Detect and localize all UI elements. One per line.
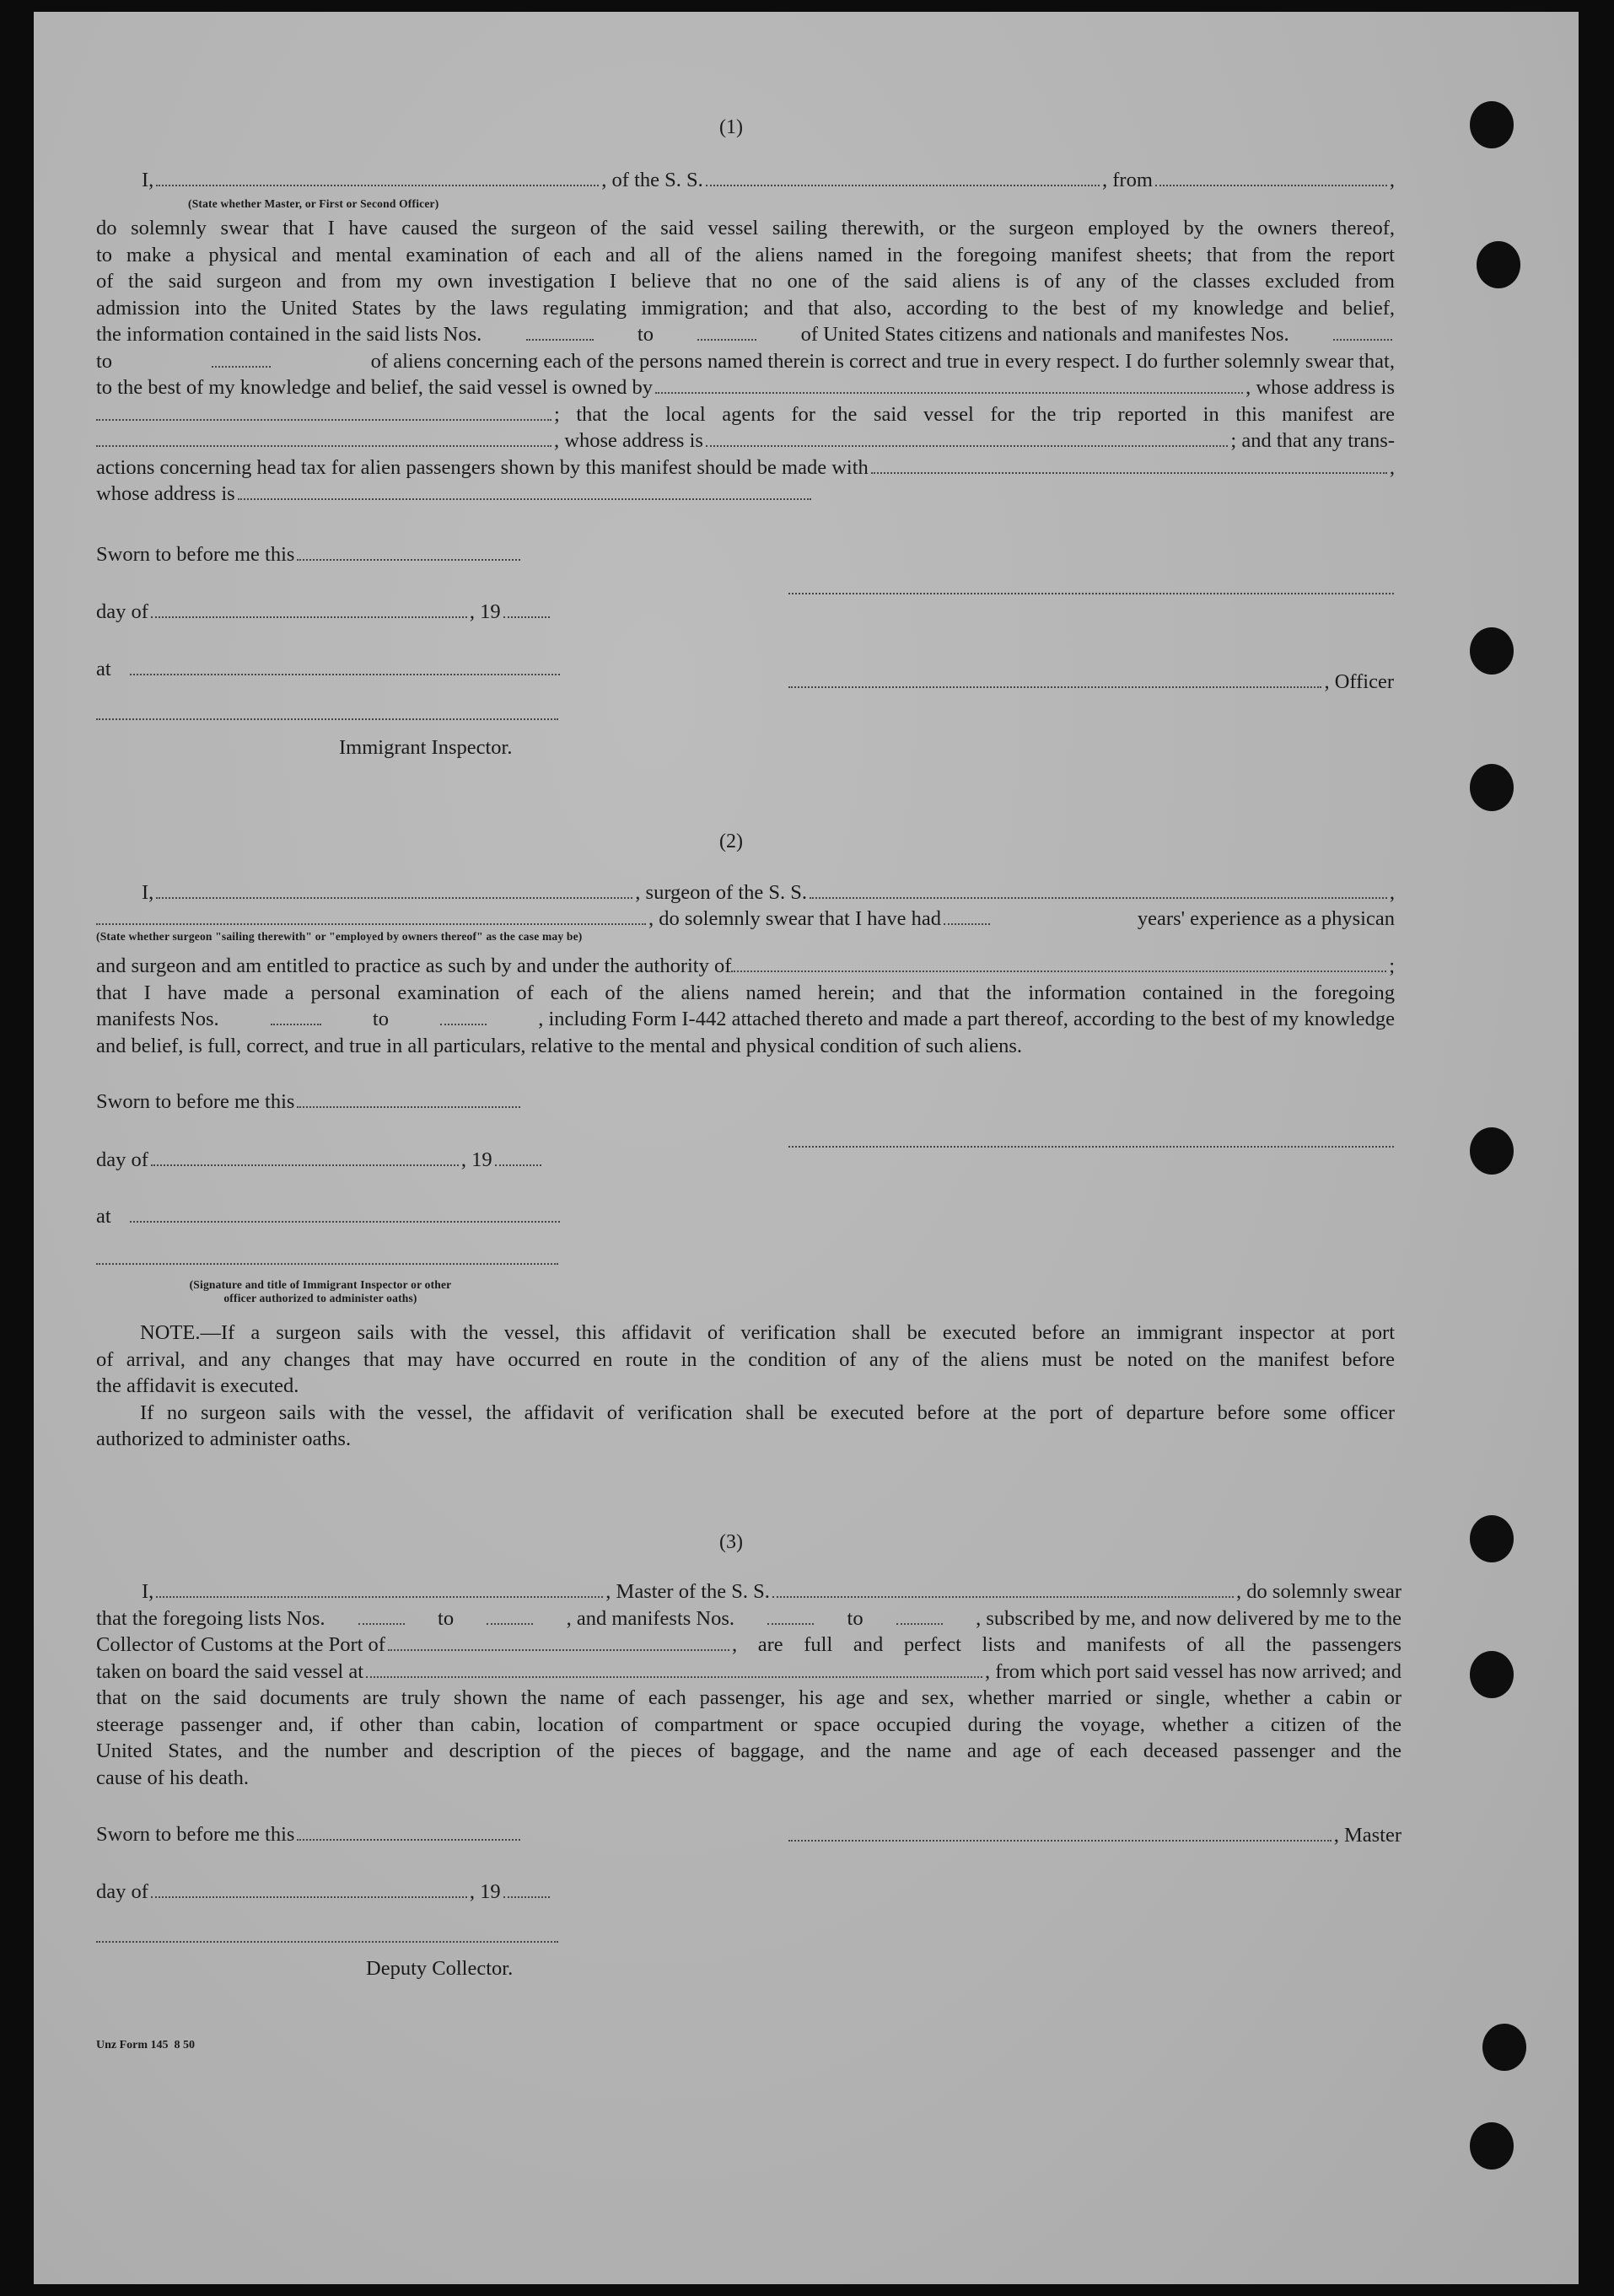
place-field[interactable]	[130, 1209, 560, 1223]
section-3-body	[96, 1578, 1401, 1791]
section-2-line-2: , do solemnly swear that I have had years' experience as a physican	[96, 906, 1395, 933]
binder-hole	[1470, 1651, 1514, 1698]
surgeon-type-field[interactable]	[96, 911, 646, 925]
officer-line: , Officer	[788, 669, 1394, 696]
year-field[interactable]	[503, 605, 550, 618]
body-line: that I have made a personal examination of each of the aliens named herein; and that the information contained in the foregoing	[96, 981, 1395, 1004]
body-line: cause of his death.	[96, 1766, 249, 1789]
body-line: , whose address is ; and that any trans-	[96, 427, 1395, 454]
manifests-to-field[interactable]	[212, 354, 271, 368]
sworn-day-field[interactable]	[297, 547, 520, 561]
manifests-to-field[interactable]	[896, 1611, 943, 1625]
binder-hole	[1470, 1515, 1514, 1562]
surgeon-signature-line[interactable]	[788, 1146, 1394, 1148]
body-line: ; that the local agents for the said vessel for the trip reported in this manifest are	[96, 401, 1395, 428]
note-line: authorized to administer oaths.	[96, 1428, 352, 1450]
inspector-signature-line[interactable]	[96, 718, 558, 720]
body-line: actions concerning head tax for alien passengers shown by this manifest should be made with ,	[96, 455, 1395, 479]
body-line: that the foregoing lists Nos. to , and manifests Nos. to , subscribed by me, and now delivered by me to the	[96, 1606, 1401, 1630]
surgeon-manifest-from-field[interactable]	[271, 1012, 321, 1025]
port-field[interactable]	[388, 1637, 729, 1651]
section-2-body	[96, 953, 1395, 1059]
day-of-line: day of , 19	[96, 1879, 552, 1906]
binder-hole	[1477, 241, 1520, 288]
officer-note: (State whether Master, or First or Second Officer)	[188, 197, 439, 210]
body-line: and surgeon and am entitled to practice as such by and under the authority of ;	[96, 954, 1395, 977]
body-line: I, , Master of the S. S. , do solemnly swear	[142, 1580, 1401, 1603]
signature-note: (Signature and title of Immigrant Inspector or other officer authorized to administer oaths)	[189, 1278, 452, 1304]
surgeon-manifest-to-field[interactable]	[440, 1012, 487, 1025]
month-field[interactable]	[151, 1153, 459, 1166]
body-line: the information contained in the said lists Nos. to of United States citizens and nationals and manifestes Nos.	[96, 321, 1395, 348]
inspector-signature-line[interactable]	[96, 1263, 558, 1265]
binder-hole	[1470, 2122, 1514, 2170]
note-paragraph	[96, 1320, 1395, 1453]
lists-to-field[interactable]	[487, 1611, 533, 1625]
boarding-port-field[interactable]	[366, 1664, 982, 1678]
surgeon-name-field[interactable]	[156, 885, 632, 899]
body-line: admission into the United States by the laws regulating immigration; and that also, according to the best of my knowledge and belief,	[96, 296, 1395, 320]
body-line: of the said surgeon and from my own investigation I believe that no one of the said aliens is of any of the classes excluded from	[96, 270, 1395, 293]
sworn-line: Sworn to before me this	[96, 1089, 523, 1116]
body-line: steerage passenger and, if other than cabin, location of compartment or space occupied during the voyage, whether a citizen of the	[96, 1713, 1401, 1736]
at-line: at	[96, 656, 562, 683]
section-2-line-1: I, , surgeon of the S. S. ,	[142, 881, 1395, 904]
binder-hole	[1470, 101, 1514, 148]
name-field[interactable]	[156, 173, 599, 186]
surgeon-vessel-field[interactable]	[810, 885, 1387, 899]
binder-hole	[1470, 764, 1514, 811]
body-line: to of aliens concerning each of the persons named therein is correct and true in every respect. I do further solemnly swear that,	[96, 349, 1395, 373]
body-line: taken on board the said vessel at , from which port said vessel has now arrived; and	[96, 1659, 1401, 1683]
month-field[interactable]	[151, 605, 467, 618]
lists-from-field[interactable]	[358, 1611, 405, 1625]
sworn-line: Sworn to before me this	[96, 541, 523, 568]
section-1-body	[96, 215, 1395, 508]
lists-from-field[interactable]	[526, 327, 594, 341]
note-line: NOTE.—If a surgeon sails with the vessel, this affidavit of verification shall be executed before an immigrant inspector at port	[140, 1321, 1395, 1344]
manifests-from-field[interactable]	[767, 1611, 814, 1625]
day-of-line: day of , 19	[96, 599, 552, 626]
day-of-line: day of , 19	[96, 1147, 544, 1174]
agents-field[interactable]	[96, 433, 551, 447]
master-vessel-field[interactable]	[772, 1584, 1234, 1598]
authority-field[interactable]	[731, 959, 1386, 972]
master-line: , Master	[788, 1822, 1401, 1849]
body-line: United States, and the number and description of the pieces of baggage, and the name and age of each deceased passenger and the	[96, 1739, 1401, 1762]
at-line: at	[96, 1203, 562, 1230]
manifests-from-field[interactable]	[1333, 327, 1392, 341]
body-line: and belief, is full, correct, and true in all particulars, relative to the mental and physical condition of such aliens.	[96, 1034, 1023, 1057]
head-tax-field[interactable]	[871, 460, 1387, 474]
section-2-number: (2)	[719, 831, 743, 852]
body-line: whose address is	[96, 481, 1395, 508]
place-field[interactable]	[130, 662, 560, 675]
body-line: to make a physical and mental examination of each and all of the aliens named in the foregoing manifest sheets; that from the report	[96, 243, 1395, 266]
surgeon-note: (State whether surgeon "sailing therewith" or "employed by owners thereof" as the case may be)	[96, 930, 583, 943]
lists-to-field[interactable]	[697, 327, 756, 341]
owner-address-field-2[interactable]	[96, 407, 551, 421]
form-number: Unz Form 145 8 50	[96, 2039, 196, 2051]
officer-signature-line[interactable]	[788, 593, 1394, 594]
note-line: the affidavit is executed.	[96, 1374, 299, 1397]
intro-of-ss: , of the S. S.	[601, 169, 703, 191]
section-1-intro: I, , of the S. S. , from ,	[142, 167, 1395, 194]
sworn-line: Sworn to before me this	[96, 1821, 523, 1848]
note-line: If no surgeon sails with the vessel, the affidavit of verification shall be executed before at the port of departure before some officer	[140, 1401, 1395, 1424]
year-field[interactable]	[503, 1885, 550, 1898]
binder-hole	[1482, 2024, 1526, 2071]
body-line: Collector of Customs at the Port of , are full and perfect lists and manifests of all the passengers	[96, 1633, 1401, 1656]
collector-signature-line[interactable]	[96, 1941, 558, 1943]
from-field[interactable]	[1155, 173, 1387, 186]
binder-hole	[1470, 1127, 1514, 1175]
section-1-number: (1)	[719, 116, 743, 138]
year-field[interactable]	[495, 1153, 541, 1166]
note-line: of arrival, and any changes that may have occurred en route in the condition of any of the aliens must be noted on the manifest before	[96, 1347, 1395, 1371]
vessel-field[interactable]	[706, 173, 1100, 186]
master-signature-field[interactable]	[788, 1828, 1332, 1842]
years-field[interactable]	[944, 911, 990, 925]
inspector-title: Immigrant Inspector.	[339, 736, 513, 759]
body-line: to the best of my knowledge and belief, the said vessel is owned by , whose address is	[96, 376, 1395, 399]
month-field[interactable]	[151, 1885, 467, 1898]
collector-title: Deputy Collector.	[366, 1957, 514, 1980]
head-tax-address-field[interactable]	[238, 487, 811, 500]
form-page	[34, 12, 1579, 2284]
agents-address-field[interactable]	[706, 433, 1229, 447]
owner-field[interactable]	[655, 380, 1243, 394]
sworn-day-field[interactable]	[297, 1827, 520, 1841]
binder-hole	[1470, 627, 1514, 675]
intro-from: , from	[1102, 169, 1153, 191]
body-line: do solemnly swear that I have caused the surgeon of the said vessel sailing therewith, or the surgeon employed by the owners thereof,	[96, 217, 1395, 239]
sworn-day-field[interactable]	[297, 1094, 520, 1108]
intro-i: I,	[142, 169, 154, 191]
body-line: manifests Nos. to , including Form I-442 attached thereto and made a part thereof, according to the best of my knowledge	[96, 1008, 1395, 1030]
master-name-field[interactable]	[156, 1584, 603, 1598]
body-line: that on the said documents are truly shown the name of each passenger, his age and sex, whether married or single, whether a cabin or	[96, 1686, 1401, 1709]
officer-name-field[interactable]	[788, 675, 1321, 688]
section-3-number: (3)	[719, 1531, 743, 1553]
